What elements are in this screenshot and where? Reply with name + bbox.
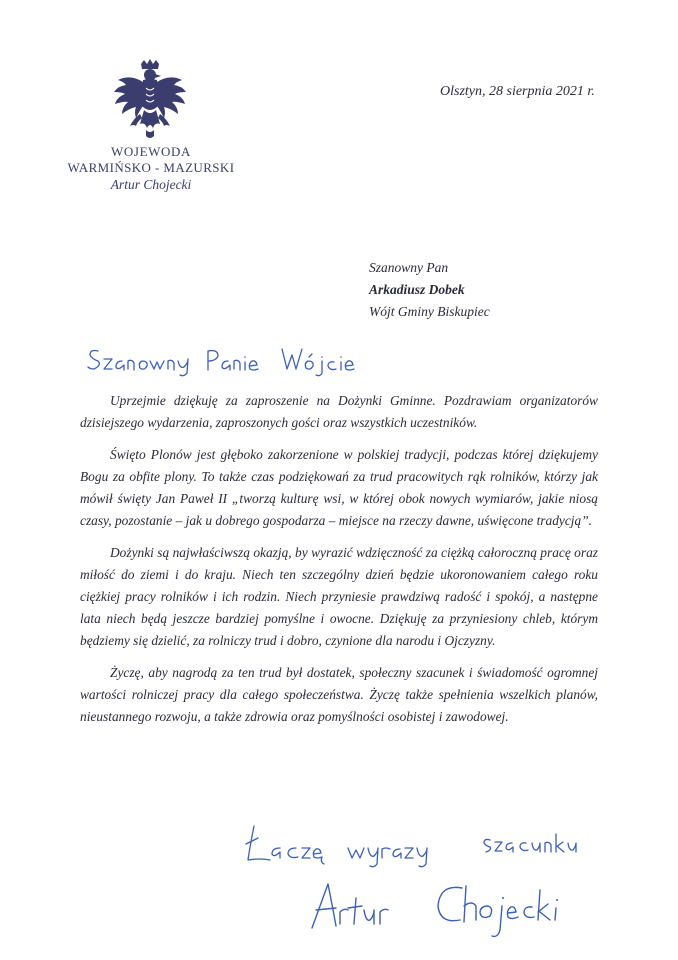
handwritten-signature — [312, 884, 558, 936]
handwritten-closing-signature — [240, 816, 610, 946]
letter-body — [80, 390, 598, 738]
place-date: Olsztyn, 28 sierpnia 2021 r. — [440, 84, 595, 99]
handwritten-closing — [246, 826, 576, 867]
letterhead-title-line1: WOJEWODA — [111, 144, 191, 159]
addressee-salutation: Szanowny Pan — [369, 260, 449, 275]
letterhead-title-line2: WARMIŃSKO - MAZURSKI — [67, 160, 235, 175]
paragraph-1: Uprzejmie dziękuję za zaproszenie na Dożynki Gminne. Pozdrawiam organizatorów dzisiejszego wydarzenia, zaproszonych gości oraz wszystkich uczestników. — [80, 393, 598, 430]
handwritten-signature-text: Artur Chojecki — [240, 818, 247, 819]
handwritten-salutation — [84, 337, 384, 377]
letterhead-name: Artur Chojecki — [110, 177, 192, 192]
paragraph-3: Dożynki są najwłaściwszą okazją, by wyrazić wdzięczność za ciężką całoroczną pracę oraz miłość do ziemi i do kraju. Niech ten szczególny dzień będzie ukoronowaniem całego roku ciężkiej pracy rolników i ich rodzin. Niech przyniesie prawdziwą radość i spokój, a następne lata niech będą jeszcze bardziej pomyślne i owocne. Dziękuję za przyniesiony chleb, którym będziemy się dzielić, za rolniczy trud i dobro, czynione dla narodu i Ojczyzny. — [80, 545, 598, 648]
handwritten-closing-text: Łączę wyrazy szacunku — [240, 816, 250, 817]
addressee-name: Arkadiusz Dobek — [369, 282, 465, 297]
paragraph-2: Święto Plonów jest głęboko zakorzenione w polskiej tradycji, podczas której dziękujemy Bogu za obfite plony. To także czas podziękowań za trud pracowitych rąk rolników, którzy jak mówił święty Jan Paweł II „tworzą kulturę wsi, w której obok nowych wymiarów, jakie niosą czasy, pozostanie – jak u dobrego gospodarza – miejsce na rzeczy dawne, uświęcone tradycją”. — [80, 447, 598, 528]
addressee-block — [369, 257, 490, 323]
handwritten-salutation-text: Szanowny Panie Wójcie — [84, 337, 94, 338]
paragraph-4: Życzę, aby nagrodą za ten trud był dostatek, społeczny szacunek i świadomość ogromnej wartości rolniczej pracy dla całego społeczeństwa. Życzę także spełnienia wszelkich planów, nieustannego rozwoju, a także zdrowia oraz pomyślności osobistej i zawodowej. — [80, 665, 598, 724]
letterhead — [52, 143, 250, 193]
polish-eagle-emblem-icon — [110, 58, 190, 142]
addressee-position: Wójt Gminy Biskupiec — [369, 304, 490, 319]
